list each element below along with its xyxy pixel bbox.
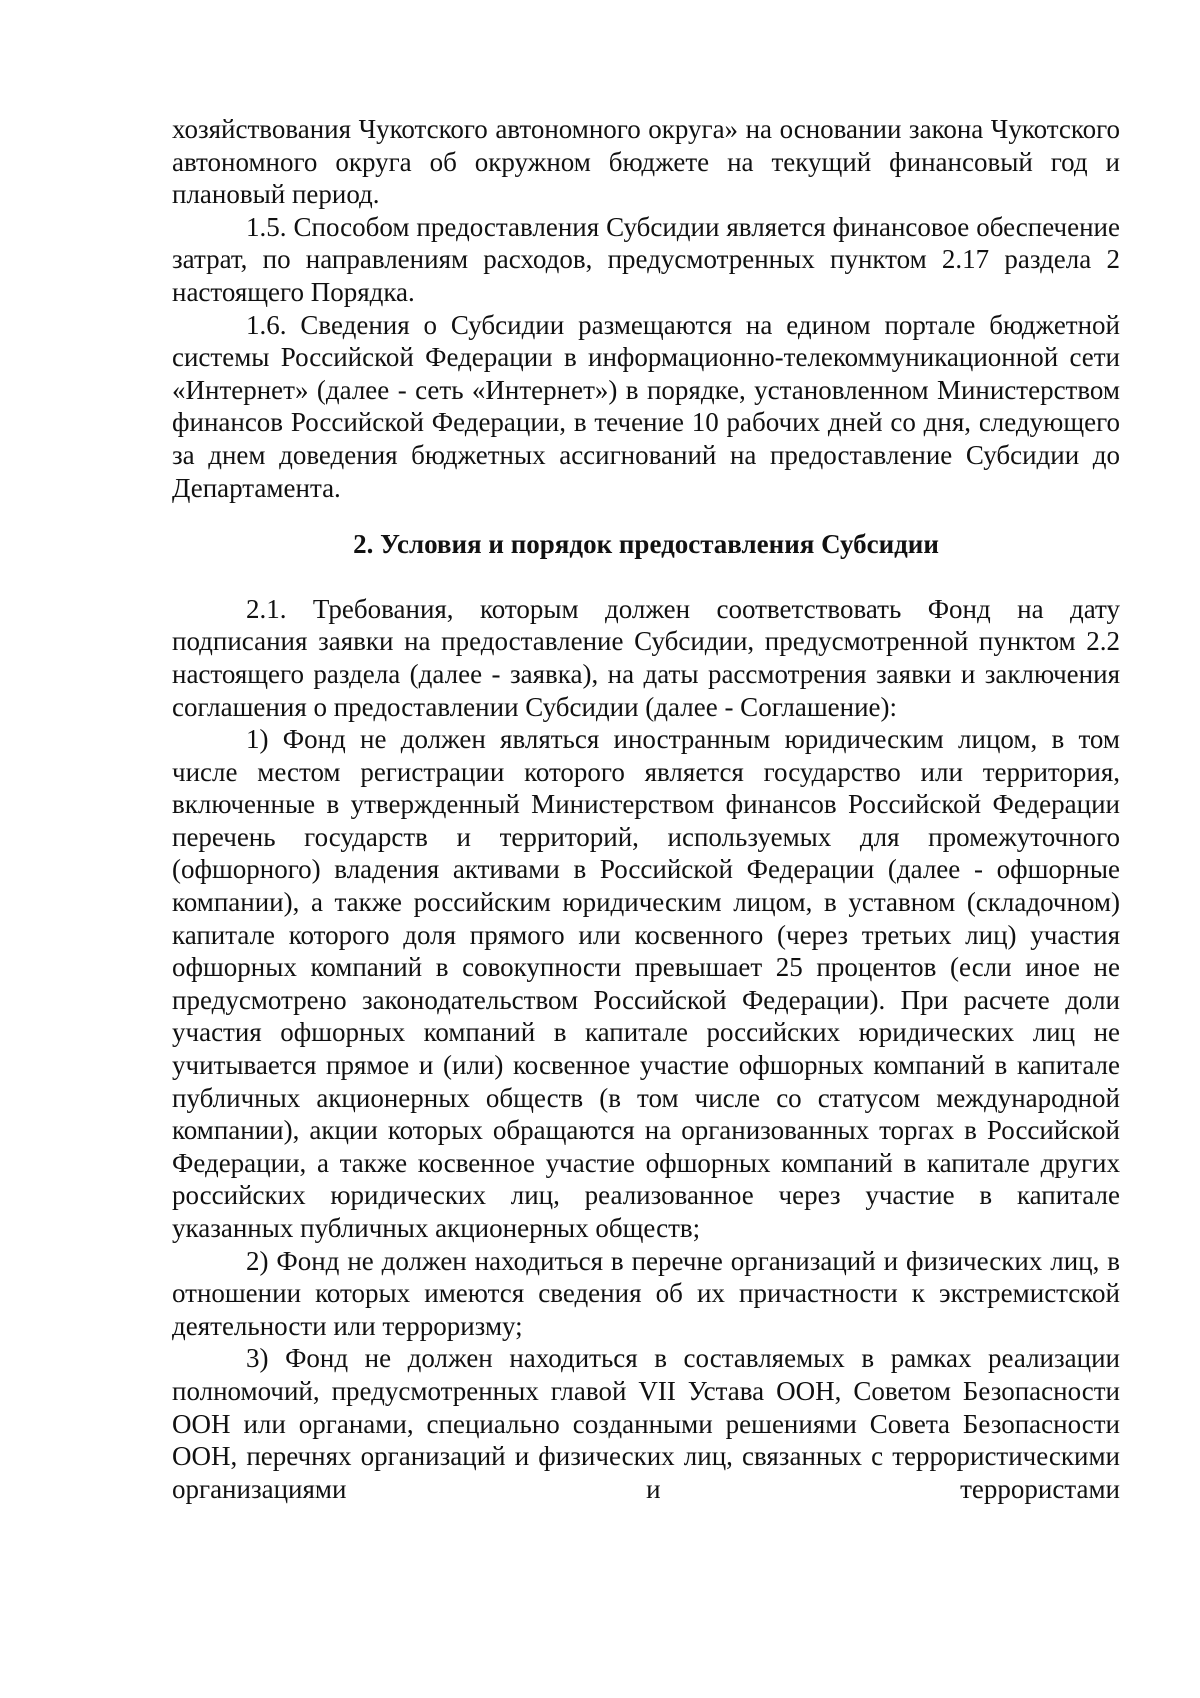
list-item-2: 2) Фонд не должен находиться в перечне организаций и физических лиц, в отношении которых имеются сведения об их причастности к экстремистской деятельности или терроризму; <box>172 1245 1120 1341</box>
paragraph-continuation: хозяйствования Чукотского автономного округа» на основании закона Чукотского автономного округа об окружном бюджете на текущий финансовый год и плановый период. <box>172 114 1120 210</box>
list-item-1: 1) Фонд не должен являться иностранным юридическим лицом, в том числе местом регистрации которого является государство или территория, включенные в утвержденный Министерством финансов Российской Федерации перечень государств и территорий, используемых для промежуточного (офшорного) владения активами в Российской Федерации (далее - офшорные компании), а также российским юридическим лицом, в уставном (складочном) капитале которого доля прямого или косвенного (через третьих лиц) участия офшорных компаний в совокупности превышает 25 процентов (если иное не предусмотрено законодательством Российской Федерации). При расчете доли участия офшорных компаний в капитале российских юридических лиц не учитывается прямое и (или) косвенное участие офшорных компаний в капитале публичных акционерных обществ (в том числе со статусом международной компании), акции которых обращаются на организованных торгах в Российской Федерации, а также косвенное участие офшорных компаний в капитале других российских юридических лиц, реализованное через участие в капитале указанных публичных акционерных обществ; <box>172 724 1120 1243</box>
section-title: 2. Условия и порядок предоставления Субсидии <box>353 529 939 560</box>
paragraph-1-5: 1.5. Способом предоставления Субсидии является финансовое обеспечение затрат, по направлениям расходов, предусмотренных пунктом 2.17 раздела 2 настоящего Порядка. <box>172 211 1120 307</box>
spacer <box>172 504 1120 528</box>
paragraph-1-6: 1.6. Сведения о Субсидии размещаются на едином портале бюджетной системы Российской Федерации в информационно-телекоммуникационной сети «Интернет» (далее - сеть «Интернет») в порядке, установленном Министерством финансов Российской Федерации, в течение 10 рабочих дней со дня, следующего за днем доведения бюджетных ассигнований на предоставление Субсидии до Департамента. <box>172 309 1120 503</box>
spacer <box>172 561 1120 593</box>
paragraph-2-1: 2.1. Требования, которым должен соответствовать Фонд на дату подписания заявки на предоставление Субсидии, предусмотренной пунктом 2.2 настоящего раздела (далее - заявка), на даты рассмотрения заявки и заключения соглашения о предоставлении Субсидии (далее - Соглашение): <box>172 593 1120 722</box>
list-item-3: 3) Фонд не должен находиться в составляемых в рамках реализации полномочий, предусмотренных главой VII Устава ООН, Советом Безопасности ООН или органами, специально созданными решениями Совета Безопасности ООН, перечнях организаций и физических лиц, связанных с террористическими организациями и террористами <box>172 1343 1120 1504</box>
document-body <box>172 113 1120 1505</box>
